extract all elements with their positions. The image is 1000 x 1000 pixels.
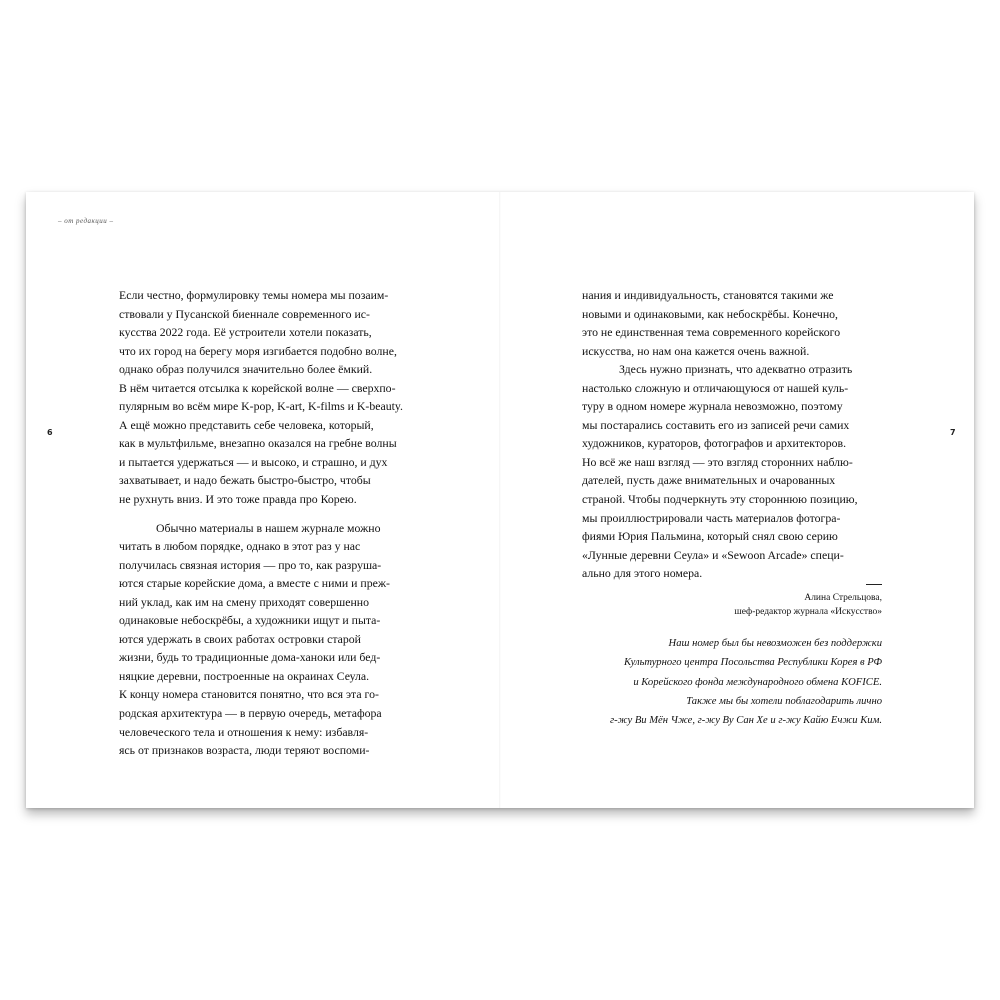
acknowledgement-line: Наш номер был бы невозможен без поддержки <box>668 638 882 649</box>
section-label: – от редакции – <box>58 217 114 225</box>
acknowledgement-line: г-жу Ви Мён Чже, г-жу Ву Сан Хе и г-жу Кайю Ечжи Ким. <box>609 715 882 727</box>
text-line: нания и индивидуальность, становятся такими же <box>582 288 834 302</box>
text-line: няцкие деревни, построенные на окраинах Сеула. <box>119 668 370 683</box>
text-line: ясь от признаков возраста, люди теряют воспоми- <box>119 743 370 758</box>
text-line: ний уклад, как им на смену приходят совершенно <box>119 594 370 609</box>
text-line: как в мультфильме, внезапно оказался на гребне волны <box>119 436 397 451</box>
right-paragraph-1 <box>582 286 858 360</box>
signature-role: шеф-редактор журнала «Искусство» <box>734 607 882 617</box>
text-line: Обычно материалы в нашем журнале можно <box>156 520 381 535</box>
text-line: одинаковые небоскрёбы, а художники ищут и пыта- <box>119 613 381 628</box>
left-paragraph-1 <box>119 286 403 509</box>
signature-dash <box>866 584 882 585</box>
acknowledgement-line: Культурного центра Посольства Республики Корея в РФ <box>624 657 882 669</box>
text-line: художников, кураторов, фотографов и архитекторов. <box>582 436 847 451</box>
text-line: мы проиллюстрировали часть материалов фотогра- <box>582 510 841 525</box>
text-line: туру в одном номере журнала невозможно, поэтому <box>582 399 843 414</box>
text-line: это не единственная тема современного корейского <box>582 325 841 340</box>
text-line: однако образ получился значительно более ёмкий. <box>119 362 373 377</box>
signature-name: Алина Стрельцова, <box>804 593 882 603</box>
text-line: страной. Чтобы подчеркнуть эту стороннюю позицию, <box>582 492 858 507</box>
text-line: жизни, будь то традиционные дома-ханоки или бед- <box>119 650 381 665</box>
text-line: ются удержать в своих работах островки старой <box>119 631 361 646</box>
text-line: «Лунные деревни Сеула» и «Sewoon Arcade» специ- <box>582 547 844 562</box>
paragraph-gap <box>119 509 403 519</box>
text-line: человеческого тела и отношения к нему: избавля- <box>119 724 369 739</box>
text-line: настолько сложную и отличающуюся от нашей куль- <box>582 380 849 395</box>
acknowledgement-line: Также мы бы хотели поблагодарить лично <box>686 695 882 707</box>
text-line: получилась связная история — про то, как разруша- <box>119 557 382 572</box>
text-line: А ещё можно представить себе человека, который, <box>119 417 374 432</box>
text-line: ются старые корейские дома, а вместе с ними и преж- <box>119 576 390 591</box>
spine-shadow <box>499 192 501 808</box>
text-line: родская архитектура — в первую очередь, метафора <box>119 706 382 721</box>
text-line: ствовали у Пусанской биеннале современного ис- <box>119 306 370 321</box>
magazine-spread <box>26 192 974 808</box>
text-line: не рухнуть вниз. И это тоже правда про Корею. <box>119 492 357 507</box>
right-column <box>582 286 858 583</box>
text-line: Здесь нужно признать, что адекватно отразить <box>619 362 853 377</box>
acknowledgement-line: и Корейского фонда международного обмена KOFICE. <box>633 676 882 688</box>
page-number-right: 7 <box>950 428 956 437</box>
text-line: В нём читается отсылка к корейской волне — сверхпо- <box>119 380 396 395</box>
text-line: дателей, пусть даже внимательных и очарованных <box>582 473 836 488</box>
text-line: ально для этого номера. <box>582 566 703 581</box>
acknowledgements <box>610 634 882 730</box>
left-paragraph-2 <box>119 519 403 760</box>
text-line: фиями Юрия Пальмина, который снял свою серию <box>582 529 838 544</box>
text-line: Если честно, формулировку темы номера мы позаим- <box>119 288 389 302</box>
text-line: кусства 2022 года. Её устроители хотели показать, <box>119 325 372 340</box>
text-line: мы постарались составить его из записей речи самих <box>582 417 850 432</box>
text-line: читать в любом порядке, однако в этот раз у нас <box>119 539 361 554</box>
text-line: Но всё же наш взгляд — это взгляд сторонних наблю- <box>582 454 853 469</box>
right-paragraph-2 <box>582 360 858 583</box>
text-line: что их город на берегу моря изгибается подобно волне, <box>119 343 397 358</box>
editor-signature <box>734 584 882 619</box>
text-line: искусства, но нам она кажется очень важной. <box>582 343 810 358</box>
text-line: захватывает, и надо бежать быстро-быстро, чтобы <box>119 473 371 488</box>
text-line: и пытается удержаться — и высоко, и страшно, и дух <box>119 454 388 469</box>
text-line: новыми и одинаковыми, как небоскрёбы. Конечно, <box>582 306 838 321</box>
left-column <box>119 286 403 760</box>
text-line: пулярным во всём мире K-pop, K-art, K-films и K-beauty. <box>119 399 403 414</box>
text-line: К концу номера становится понятно, что вся эта го- <box>119 687 379 702</box>
page-number-left: 6 <box>47 428 53 437</box>
